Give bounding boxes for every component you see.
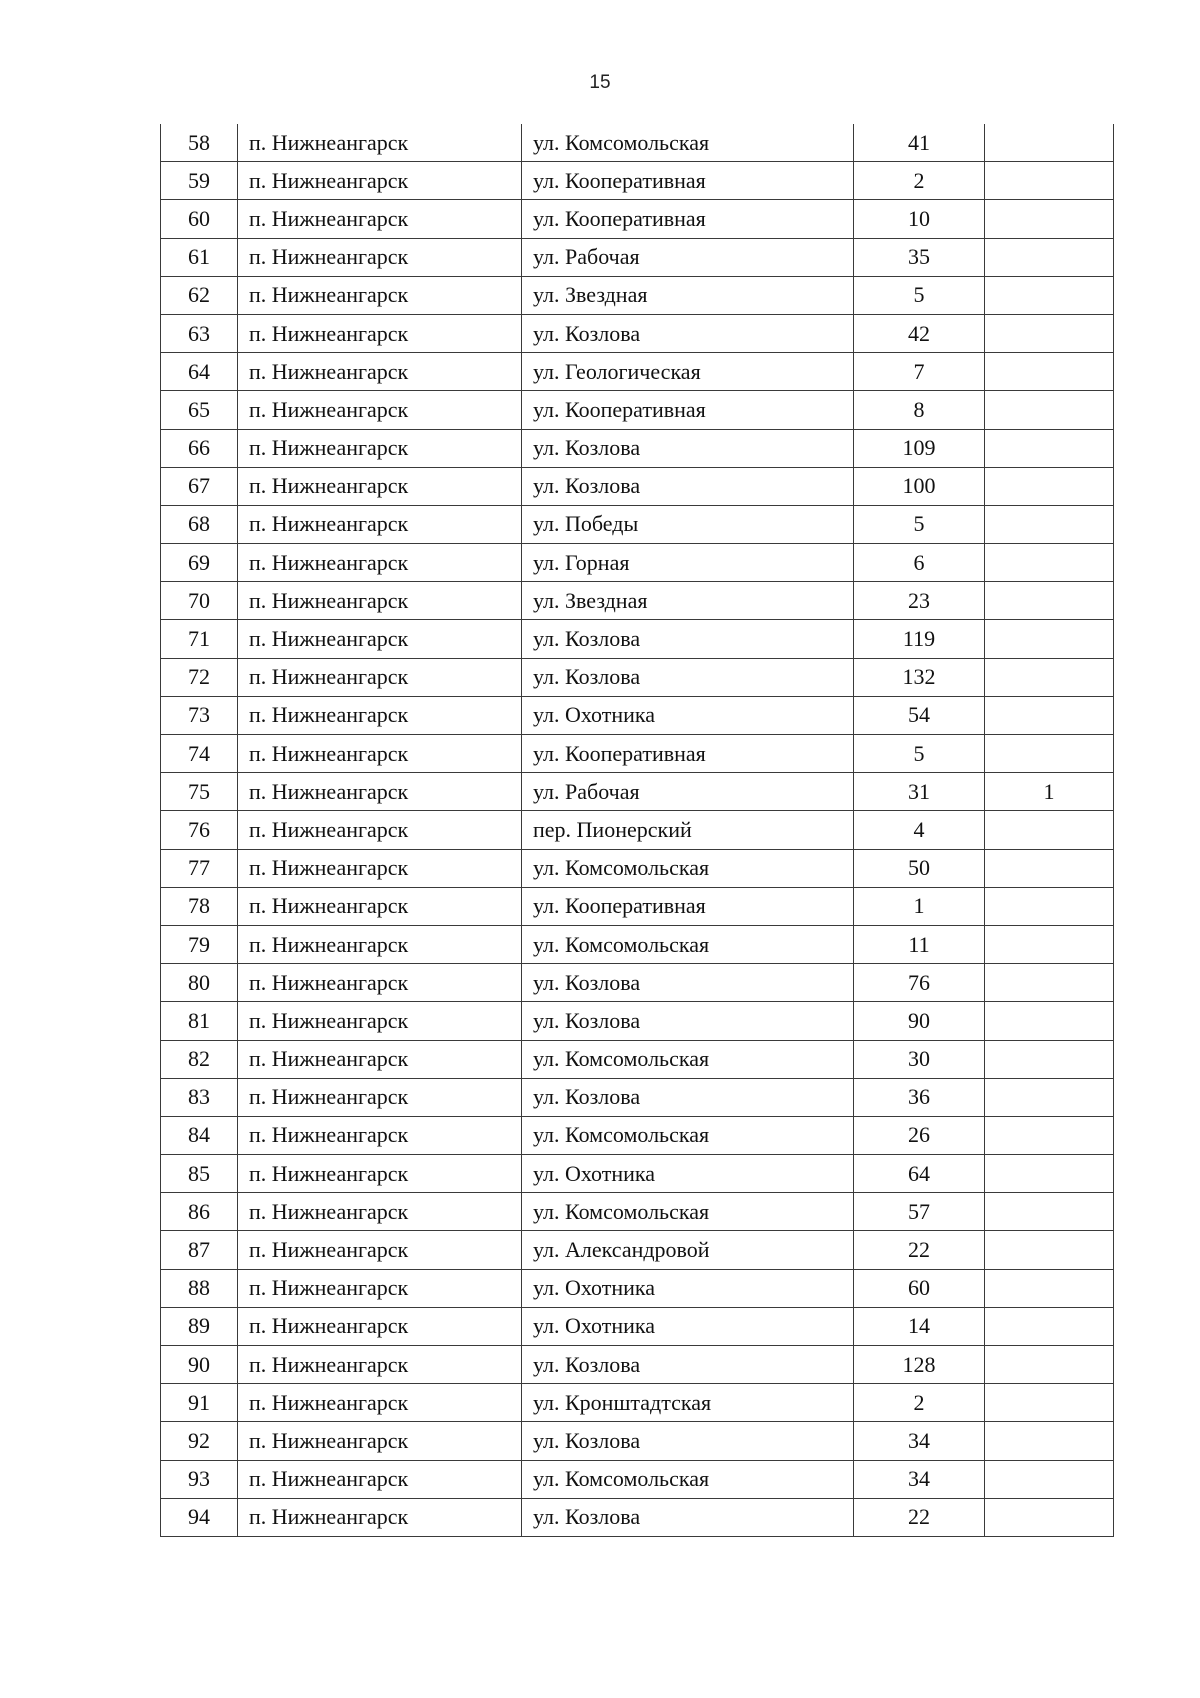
extra-cell bbox=[985, 200, 1114, 238]
house-number-cell: 109 bbox=[854, 429, 985, 467]
street-cell: пер. Пионерский bbox=[522, 811, 854, 849]
address-table bbox=[160, 124, 1114, 1537]
extra-cell bbox=[985, 1002, 1114, 1040]
street-cell: ул. Комсомольская bbox=[522, 1040, 854, 1078]
street-cell: ул. Александровой bbox=[522, 1231, 854, 1269]
table-row bbox=[161, 314, 1114, 352]
extra-cell bbox=[985, 391, 1114, 429]
extra-cell bbox=[985, 811, 1114, 849]
house-number-cell: 7 bbox=[854, 353, 985, 391]
row-number-cell: 66 bbox=[161, 429, 238, 467]
extra-cell bbox=[985, 1193, 1114, 1231]
street-cell: ул. Козлова bbox=[522, 1346, 854, 1384]
street-cell: ул. Козлова bbox=[522, 1422, 854, 1460]
settlement-cell: п. Нижнеангарск bbox=[238, 124, 522, 162]
house-number-cell: 132 bbox=[854, 658, 985, 696]
row-number-cell: 90 bbox=[161, 1346, 238, 1384]
house-number-cell: 2 bbox=[854, 162, 985, 200]
row-number-cell: 83 bbox=[161, 1078, 238, 1116]
table-row bbox=[161, 620, 1114, 658]
table-row bbox=[161, 1002, 1114, 1040]
row-number-cell: 59 bbox=[161, 162, 238, 200]
settlement-cell: п. Нижнеангарск bbox=[238, 1078, 522, 1116]
street-cell: ул. Кооперативная bbox=[522, 200, 854, 238]
house-number-cell: 34 bbox=[854, 1422, 985, 1460]
street-cell: ул. Победы bbox=[522, 505, 854, 543]
row-number-cell: 73 bbox=[161, 696, 238, 734]
extra-cell bbox=[985, 1078, 1114, 1116]
street-cell: ул. Комсомольская bbox=[522, 1193, 854, 1231]
row-number-cell: 84 bbox=[161, 1116, 238, 1154]
street-cell: ул. Козлова bbox=[522, 1002, 854, 1040]
table-row bbox=[161, 1193, 1114, 1231]
house-number-cell: 1 bbox=[854, 887, 985, 925]
table-row bbox=[161, 582, 1114, 620]
settlement-cell: п. Нижнеангарск bbox=[238, 925, 522, 963]
street-cell: ул. Охотника bbox=[522, 696, 854, 734]
settlement-cell: п. Нижнеангарск bbox=[238, 849, 522, 887]
settlement-cell: п. Нижнеангарск bbox=[238, 544, 522, 582]
settlement-cell: п. Нижнеангарск bbox=[238, 582, 522, 620]
row-number-cell: 61 bbox=[161, 238, 238, 276]
street-cell: ул. Звездная bbox=[522, 582, 854, 620]
extra-cell bbox=[985, 1116, 1114, 1154]
row-number-cell: 71 bbox=[161, 620, 238, 658]
house-number-cell: 57 bbox=[854, 1193, 985, 1231]
table-row bbox=[161, 200, 1114, 238]
street-cell: ул. Кооперативная bbox=[522, 735, 854, 773]
extra-cell bbox=[985, 735, 1114, 773]
table-row bbox=[161, 1422, 1114, 1460]
house-number-cell: 10 bbox=[854, 200, 985, 238]
street-cell: ул. Геологическая bbox=[522, 353, 854, 391]
settlement-cell: п. Нижнеангарск bbox=[238, 505, 522, 543]
row-number-cell: 68 bbox=[161, 505, 238, 543]
settlement-cell: п. Нижнеангарск bbox=[238, 1193, 522, 1231]
street-cell: ул. Козлова bbox=[522, 1498, 854, 1536]
settlement-cell: п. Нижнеангарск bbox=[238, 276, 522, 314]
extra-cell bbox=[985, 887, 1114, 925]
house-number-cell: 76 bbox=[854, 964, 985, 1002]
extra-cell bbox=[985, 162, 1114, 200]
row-number-cell: 82 bbox=[161, 1040, 238, 1078]
table-row bbox=[161, 162, 1114, 200]
row-number-cell: 58 bbox=[161, 124, 238, 162]
table-row bbox=[161, 773, 1114, 811]
extra-cell bbox=[985, 1231, 1114, 1269]
extra-cell bbox=[985, 1346, 1114, 1384]
house-number-cell: 14 bbox=[854, 1307, 985, 1345]
row-number-cell: 77 bbox=[161, 849, 238, 887]
street-cell: ул. Горная bbox=[522, 544, 854, 582]
extra-cell bbox=[985, 505, 1114, 543]
row-number-cell: 60 bbox=[161, 200, 238, 238]
street-cell: ул. Козлова bbox=[522, 1078, 854, 1116]
settlement-cell: п. Нижнеангарск bbox=[238, 1460, 522, 1498]
house-number-cell: 119 bbox=[854, 620, 985, 658]
house-number-cell: 4 bbox=[854, 811, 985, 849]
extra-cell bbox=[985, 1422, 1114, 1460]
table-row bbox=[161, 391, 1114, 429]
settlement-cell: п. Нижнеангарск bbox=[238, 1040, 522, 1078]
settlement-cell: п. Нижнеангарск bbox=[238, 1116, 522, 1154]
settlement-cell: п. Нижнеангарск bbox=[238, 811, 522, 849]
settlement-cell: п. Нижнеангарск bbox=[238, 1422, 522, 1460]
table-row bbox=[161, 276, 1114, 314]
house-number-cell: 100 bbox=[854, 467, 985, 505]
extra-cell bbox=[985, 544, 1114, 582]
settlement-cell: п. Нижнеангарск bbox=[238, 1498, 522, 1536]
table-row bbox=[161, 1231, 1114, 1269]
address-table-container bbox=[160, 124, 1114, 1537]
extra-cell: 1 bbox=[985, 773, 1114, 811]
settlement-cell: п. Нижнеангарск bbox=[238, 1307, 522, 1345]
table-row bbox=[161, 1307, 1114, 1345]
street-cell: ул. Охотника bbox=[522, 1155, 854, 1193]
settlement-cell: п. Нижнеангарск bbox=[238, 887, 522, 925]
row-number-cell: 74 bbox=[161, 735, 238, 773]
house-number-cell: 11 bbox=[854, 925, 985, 963]
street-cell: ул. Охотника bbox=[522, 1307, 854, 1345]
extra-cell bbox=[985, 1384, 1114, 1422]
settlement-cell: п. Нижнеангарск bbox=[238, 1346, 522, 1384]
extra-cell bbox=[985, 353, 1114, 391]
table-row bbox=[161, 505, 1114, 543]
house-number-cell: 128 bbox=[854, 1346, 985, 1384]
settlement-cell: п. Нижнеангарск bbox=[238, 238, 522, 276]
settlement-cell: п. Нижнеангарск bbox=[238, 429, 522, 467]
street-cell: ул. Кооперативная bbox=[522, 162, 854, 200]
table-row bbox=[161, 544, 1114, 582]
row-number-cell: 91 bbox=[161, 1384, 238, 1422]
street-cell: ул. Кооперативная bbox=[522, 887, 854, 925]
row-number-cell: 94 bbox=[161, 1498, 238, 1536]
row-number-cell: 75 bbox=[161, 773, 238, 811]
settlement-cell: п. Нижнеангарск bbox=[238, 773, 522, 811]
house-number-cell: 90 bbox=[854, 1002, 985, 1040]
house-number-cell: 64 bbox=[854, 1155, 985, 1193]
table-row bbox=[161, 1384, 1114, 1422]
row-number-cell: 89 bbox=[161, 1307, 238, 1345]
extra-cell bbox=[985, 658, 1114, 696]
house-number-cell: 5 bbox=[854, 505, 985, 543]
settlement-cell: п. Нижнеангарск bbox=[238, 162, 522, 200]
street-cell: ул. Козлова bbox=[522, 658, 854, 696]
house-number-cell: 36 bbox=[854, 1078, 985, 1116]
settlement-cell: п. Нижнеангарск bbox=[238, 620, 522, 658]
settlement-cell: п. Нижнеангарск bbox=[238, 1002, 522, 1040]
row-number-cell: 69 bbox=[161, 544, 238, 582]
table-row bbox=[161, 1460, 1114, 1498]
row-number-cell: 63 bbox=[161, 314, 238, 352]
settlement-cell: п. Нижнеангарск bbox=[238, 467, 522, 505]
table-row bbox=[161, 124, 1114, 162]
extra-cell bbox=[985, 429, 1114, 467]
extra-cell bbox=[985, 1460, 1114, 1498]
row-number-cell: 78 bbox=[161, 887, 238, 925]
street-cell: ул. Козлова bbox=[522, 429, 854, 467]
house-number-cell: 26 bbox=[854, 1116, 985, 1154]
settlement-cell: п. Нижнеангарск bbox=[238, 353, 522, 391]
street-cell: ул. Комсомольская bbox=[522, 1460, 854, 1498]
table-row bbox=[161, 735, 1114, 773]
extra-cell bbox=[985, 1040, 1114, 1078]
table-row bbox=[161, 696, 1114, 734]
address-table-body bbox=[161, 124, 1114, 1536]
table-row bbox=[161, 849, 1114, 887]
settlement-cell: п. Нижнеангарск bbox=[238, 1231, 522, 1269]
table-row bbox=[161, 925, 1114, 963]
row-number-cell: 79 bbox=[161, 925, 238, 963]
house-number-cell: 35 bbox=[854, 238, 985, 276]
row-number-cell: 93 bbox=[161, 1460, 238, 1498]
row-number-cell: 81 bbox=[161, 1002, 238, 1040]
extra-cell bbox=[985, 467, 1114, 505]
page-number: 15 bbox=[589, 72, 611, 93]
extra-cell bbox=[985, 696, 1114, 734]
house-number-cell: 60 bbox=[854, 1269, 985, 1307]
table-row bbox=[161, 1498, 1114, 1536]
row-number-cell: 87 bbox=[161, 1231, 238, 1269]
extra-cell bbox=[985, 964, 1114, 1002]
row-number-cell: 85 bbox=[161, 1155, 238, 1193]
table-row bbox=[161, 964, 1114, 1002]
extra-cell bbox=[985, 1307, 1114, 1345]
settlement-cell: п. Нижнеангарск bbox=[238, 1155, 522, 1193]
table-row bbox=[161, 467, 1114, 505]
street-cell: ул. Звездная bbox=[522, 276, 854, 314]
row-number-cell: 80 bbox=[161, 964, 238, 1002]
row-number-cell: 72 bbox=[161, 658, 238, 696]
house-number-cell: 2 bbox=[854, 1384, 985, 1422]
extra-cell bbox=[985, 314, 1114, 352]
table-row bbox=[161, 1346, 1114, 1384]
row-number-cell: 65 bbox=[161, 391, 238, 429]
settlement-cell: п. Нижнеангарск bbox=[238, 658, 522, 696]
street-cell: ул. Комсомольская bbox=[522, 124, 854, 162]
settlement-cell: п. Нижнеангарск bbox=[238, 964, 522, 1002]
extra-cell bbox=[985, 1269, 1114, 1307]
house-number-cell: 8 bbox=[854, 391, 985, 429]
extra-cell bbox=[985, 1498, 1114, 1536]
table-row bbox=[161, 887, 1114, 925]
street-cell: ул. Козлова bbox=[522, 314, 854, 352]
table-row bbox=[161, 429, 1114, 467]
row-number-cell: 64 bbox=[161, 353, 238, 391]
house-number-cell: 22 bbox=[854, 1498, 985, 1536]
row-number-cell: 76 bbox=[161, 811, 238, 849]
house-number-cell: 23 bbox=[854, 582, 985, 620]
settlement-cell: п. Нижнеангарск bbox=[238, 1384, 522, 1422]
street-cell: ул. Кооперативная bbox=[522, 391, 854, 429]
table-row bbox=[161, 1116, 1114, 1154]
table-row bbox=[161, 658, 1114, 696]
street-cell: ул. Кронштадтская bbox=[522, 1384, 854, 1422]
table-row bbox=[161, 1155, 1114, 1193]
house-number-cell: 42 bbox=[854, 314, 985, 352]
extra-cell bbox=[985, 1155, 1114, 1193]
street-cell: ул. Рабочая bbox=[522, 773, 854, 811]
street-cell: ул. Комсомольская bbox=[522, 849, 854, 887]
table-row bbox=[161, 1040, 1114, 1078]
house-number-cell: 54 bbox=[854, 696, 985, 734]
settlement-cell: п. Нижнеангарск bbox=[238, 200, 522, 238]
extra-cell bbox=[985, 582, 1114, 620]
street-cell: ул. Комсомольская bbox=[522, 925, 854, 963]
extra-cell bbox=[985, 620, 1114, 658]
settlement-cell: п. Нижнеангарск bbox=[238, 391, 522, 429]
row-number-cell: 62 bbox=[161, 276, 238, 314]
table-row bbox=[161, 353, 1114, 391]
extra-cell bbox=[985, 124, 1114, 162]
row-number-cell: 67 bbox=[161, 467, 238, 505]
street-cell: ул. Козлова bbox=[522, 467, 854, 505]
table-row bbox=[161, 811, 1114, 849]
settlement-cell: п. Нижнеангарск bbox=[238, 696, 522, 734]
house-number-cell: 22 bbox=[854, 1231, 985, 1269]
extra-cell bbox=[985, 276, 1114, 314]
row-number-cell: 92 bbox=[161, 1422, 238, 1460]
street-cell: ул. Комсомольская bbox=[522, 1116, 854, 1154]
extra-cell bbox=[985, 925, 1114, 963]
settlement-cell: п. Нижнеангарск bbox=[238, 1269, 522, 1307]
house-number-cell: 34 bbox=[854, 1460, 985, 1498]
house-number-cell: 31 bbox=[854, 773, 985, 811]
table-row bbox=[161, 238, 1114, 276]
house-number-cell: 6 bbox=[854, 544, 985, 582]
house-number-cell: 5 bbox=[854, 276, 985, 314]
row-number-cell: 86 bbox=[161, 1193, 238, 1231]
street-cell: ул. Охотника bbox=[522, 1269, 854, 1307]
row-number-cell: 88 bbox=[161, 1269, 238, 1307]
house-number-cell: 41 bbox=[854, 124, 985, 162]
table-row bbox=[161, 1269, 1114, 1307]
house-number-cell: 50 bbox=[854, 849, 985, 887]
house-number-cell: 5 bbox=[854, 735, 985, 773]
row-number-cell: 70 bbox=[161, 582, 238, 620]
street-cell: ул. Козлова bbox=[522, 964, 854, 1002]
street-cell: ул. Козлова bbox=[522, 620, 854, 658]
settlement-cell: п. Нижнеангарск bbox=[238, 735, 522, 773]
table-row bbox=[161, 1078, 1114, 1116]
extra-cell bbox=[985, 238, 1114, 276]
house-number-cell: 30 bbox=[854, 1040, 985, 1078]
extra-cell bbox=[985, 849, 1114, 887]
settlement-cell: п. Нижнеангарск bbox=[238, 314, 522, 352]
street-cell: ул. Рабочая bbox=[522, 238, 854, 276]
